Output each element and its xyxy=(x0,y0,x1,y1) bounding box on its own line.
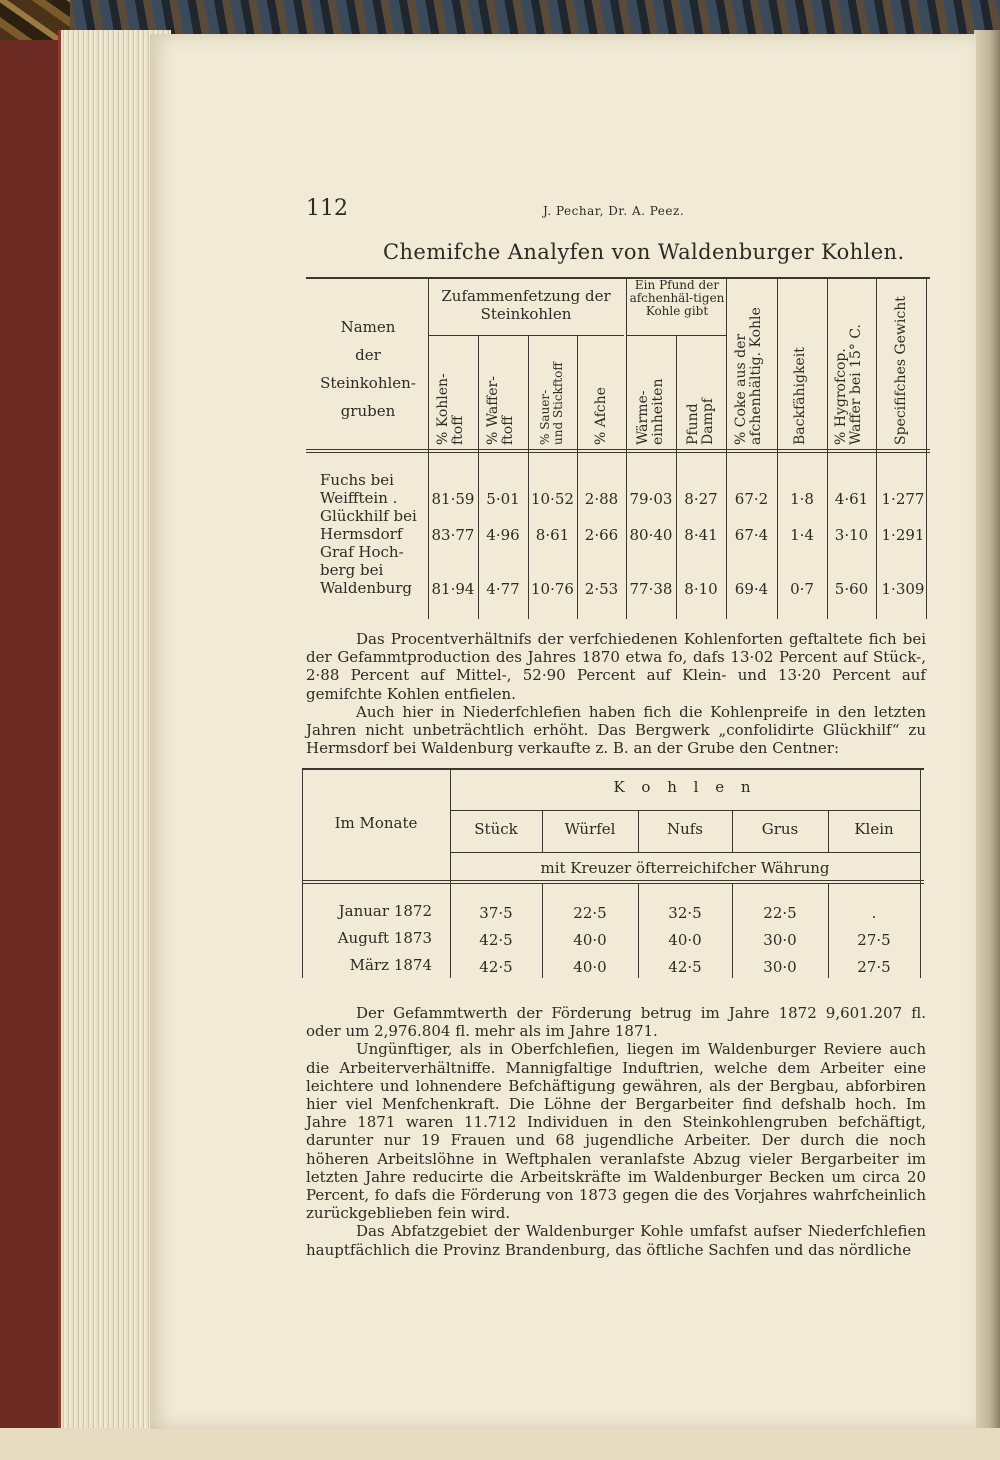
row-name-fuchs: Fuchs bei Weifftein . xyxy=(320,471,398,507)
col-ash: % Afche xyxy=(593,387,609,445)
cell: 1·291 xyxy=(881,526,925,544)
cell: 30·0 xyxy=(763,931,797,949)
currency-note: mit Kreuzer öfterreichifcher Währung xyxy=(540,859,830,877)
cell: 22·5 xyxy=(763,904,797,922)
paragraph: Auch hier in Niederfchlefien haben fich die Kohlenpreife in den letzten Jahren nicht unbeträchtlich erhöht. Das Bergwerk „confolidirte Glückhilf“ zu Hermsdorf bei Waldenburg verkaufte z. B. an der Grube den Centner: xyxy=(306,702,926,758)
paragraph: Ungünftiger, als in Oberfchlefien, liegen im Waldenburger Reviere auch die Arbeiterverhältniffe. Mannigfaltige Induftrien, welche dem Arbeiter eine leichtere und lohnendere Befchäftigung gewähren, als der Bergbau, abforbiren hier viel Menfchenkraft. Die Löhne der Bergarbeiter find defshalb hoch. Im Jahre 1871 waren 11.712 Individuen in den Steinkohlengruben befchäftigt, darunter nur 19 Frauen und 68 jugendliche Arbeiter. Der durch die noch höheren Arbeitslöhne in Weftphalen veranlafste Abzug vieler Bergarbeiter im letzten Jahre reducirte die Arbeitskräfte im Waldenburger Becken um circa 20 Percent, fo dafs die Förderung von 1873 gegen die des Vorjahres wahrfcheinlich zurückgeblieben fein wird. xyxy=(306,1040,926,1223)
row-name-glueckhilf: Glückhilf bei Hermsdorf xyxy=(320,507,417,543)
cell: 83·77 xyxy=(431,526,475,544)
cell: 3·10 xyxy=(834,526,869,544)
header-klein: Klein xyxy=(854,820,894,838)
cell: 27·5 xyxy=(857,958,891,976)
cell: 1·309 xyxy=(881,580,925,598)
cell: 4·77 xyxy=(486,580,520,598)
header-kohlen: K o h l e n xyxy=(613,778,757,796)
cell: 30·0 xyxy=(763,958,797,976)
cell: 10·76 xyxy=(531,580,574,598)
col-pound-steam: Pfund Dampf xyxy=(685,398,716,445)
cell: 40·0 xyxy=(573,958,607,976)
cell: . xyxy=(871,904,877,922)
cell: 22·5 xyxy=(573,904,607,922)
cell: 67·4 xyxy=(734,526,769,544)
cell: 1·277 xyxy=(881,490,925,508)
cell: 40·0 xyxy=(573,931,607,949)
paragraph-block-1 xyxy=(306,630,926,757)
cell: 67·2 xyxy=(734,490,769,508)
header-month: Im Monate xyxy=(334,814,418,832)
cell: 42·5 xyxy=(479,958,513,976)
col-oxygen-nitrogen: % Sauer- und Stickftoff xyxy=(538,362,565,445)
cell: 32·5 xyxy=(668,904,702,922)
cell: 2·88 xyxy=(584,490,619,508)
running-head: J. Pechar, Dr. A. Peez. xyxy=(543,204,685,218)
cell: 10·52 xyxy=(531,490,574,508)
cell: 37·5 xyxy=(479,904,513,922)
group-header-composition: Zufammenfetzung der Steinkohlen xyxy=(441,287,611,323)
column-header-names: Namen der Steinkohlen- gruben xyxy=(320,318,416,420)
page-title: Chemifche Analyfen von Waldenburger Kohlen. xyxy=(383,240,905,264)
cell: 5·60 xyxy=(834,580,869,598)
col-carbon: % Kohlen- ftoff xyxy=(435,373,466,445)
header-stueck: Stück xyxy=(474,820,518,838)
book-spine xyxy=(0,40,60,1430)
cell: 2·53 xyxy=(584,580,619,598)
right-page-edge xyxy=(974,30,1000,1430)
cell: 4·96 xyxy=(486,526,520,544)
header-grus: Grus xyxy=(761,820,799,838)
paragraph: Das Abfatzgebiet der Waldenburger Kohle umfafst aufser Niederfchlefien hauptfächlich die Provinz Brandenburg, das öftliche Sachfen und das nördliche xyxy=(306,1222,926,1259)
cell: 27·5 xyxy=(857,931,891,949)
cell: 81·59 xyxy=(431,490,475,508)
header-wuerfel: Würfel xyxy=(564,820,616,838)
row-month: März 1874 xyxy=(349,956,432,974)
paragraph: Der Gefammtwerth der Förderung betrug im Jahre 1872 9,601.207 fl. oder um 2,976.804 fl. mehr als im Jahre 1871. xyxy=(306,1004,926,1041)
row-name-graf-hochberg: Graf Hoch- berg bei Waldenburg xyxy=(320,543,413,597)
col-specific-weight: Specififches Gewicht xyxy=(893,296,909,445)
page-number: 112 xyxy=(306,196,348,221)
cell: 8·41 xyxy=(684,526,718,544)
price-table xyxy=(300,768,924,988)
book-bottom-edge xyxy=(0,1428,1000,1460)
header-nuss: Nufs xyxy=(666,820,704,838)
cell: 80·40 xyxy=(629,526,673,544)
cell: 0·7 xyxy=(790,580,814,598)
row-month: Januar 1872 xyxy=(338,902,432,920)
col-heat-units: Wärme- einheiten xyxy=(635,378,666,445)
paragraph-block-2 xyxy=(306,1004,926,1259)
cell: 8·10 xyxy=(684,580,718,598)
col-coke: % Coke aus der afchenhältig. Kohle xyxy=(733,307,764,445)
cell: 42·5 xyxy=(479,931,513,949)
cell: 1·8 xyxy=(790,490,814,508)
cell: 81·94 xyxy=(431,580,475,598)
paragraph: Das Procentverhältnifs der verfchiedenen Kohlenforten geftaltete fich bei der Gefammtproduction des Jahres 1870 etwa fo, dafs 13·02 Percent auf Stück-, 2·88 Percent auf Mittel-, 52·90 Percent auf Klein- und 13·20 Percent auf gemifchte Kohlen entfielen. xyxy=(306,630,926,703)
group-header-pound: Ein Pfund der afchenhäl-tigen Kohle gibt xyxy=(629,278,725,318)
cell: 2·66 xyxy=(584,526,619,544)
cell: 8·27 xyxy=(684,490,718,508)
cell: 4·61 xyxy=(834,490,869,508)
col-hygroscopic: % Hygrofcop. Waffer bei 15° C. xyxy=(833,324,864,445)
row-month: Auguft 1873 xyxy=(337,929,432,947)
cell: 5·01 xyxy=(486,490,520,508)
cell: 42·5 xyxy=(668,958,702,976)
cell: 79·03 xyxy=(629,490,673,508)
cell: 40·0 xyxy=(668,931,702,949)
col-baking: Backfähigkeit xyxy=(792,347,808,445)
cell: 69·4 xyxy=(734,580,769,598)
col-hydrogen: % Waffer- ftoff xyxy=(485,376,516,445)
cell: 77·38 xyxy=(629,580,673,598)
cell: 1·4 xyxy=(790,526,814,544)
analysis-table xyxy=(306,277,930,619)
cell: 8·61 xyxy=(535,526,570,544)
